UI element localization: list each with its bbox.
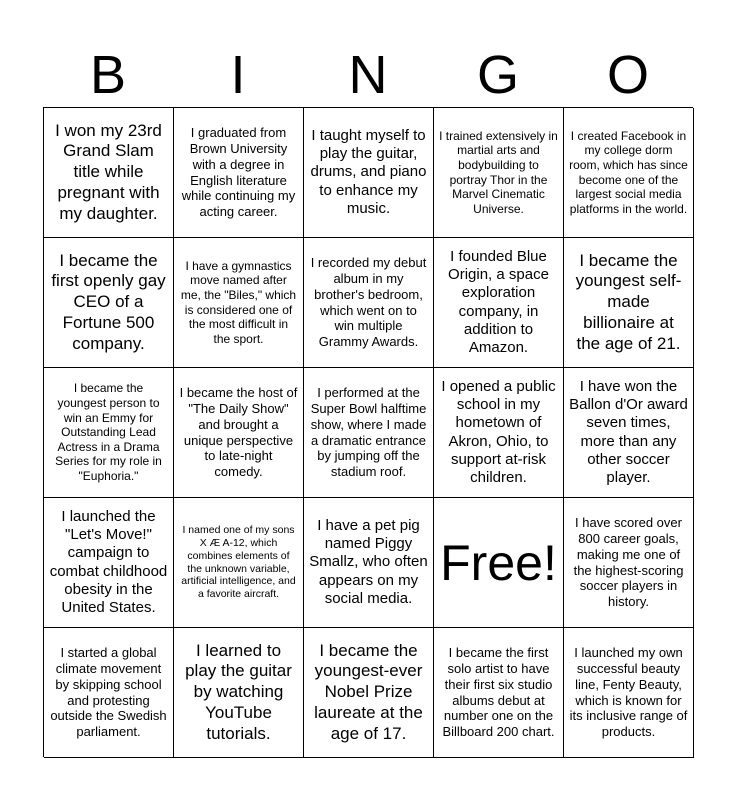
bingo-cell[interactable]: I founded Blue Origin, a space exploration company, in addition to Amazon. bbox=[434, 238, 564, 368]
bingo-cell[interactable]: I have a pet pig named Piggy Smallz, who often appears on my social media. bbox=[304, 498, 434, 628]
bingo-cell[interactable]: I became the youngest person to win an Emmy for Outstanding Lead Actress in a Drama Series for my role in "Euphoria." bbox=[44, 368, 174, 498]
bingo-header bbox=[43, 44, 693, 106]
header-letter-g: G bbox=[476, 45, 519, 105]
bingo-cell[interactable]: I became the first solo artist to have their first six studio albums debut at number one on the Billboard 200 chart. bbox=[434, 628, 564, 758]
bingo-cell[interactable]: I have a gymnastics move named after me, the "Biles," which is considered one of the most difficult in the sport. bbox=[174, 238, 304, 368]
header-letter-b: B bbox=[89, 45, 127, 105]
header-letter-o: O bbox=[606, 45, 649, 105]
bingo-cell[interactable]: I have won the Ballon d'Or award seven times, more than any other soccer player. bbox=[564, 368, 694, 498]
bingo-cell[interactable]: I named one of my sons X Æ A-12, which combines elements of the unknown variable, artificial intelligence, and a favorite aircraft. bbox=[174, 498, 304, 628]
bingo-cell[interactable]: I graduated from Brown University with a degree in English literature while continuing my acting career. bbox=[174, 108, 304, 238]
bingo-cell[interactable]: I became the youngest-ever Nobel Prize laureate at the age of 17. bbox=[304, 628, 434, 758]
bingo-cell[interactable]: I recorded my debut album in my brother's bedroom, which went on to win multiple Grammy Awards. bbox=[304, 238, 434, 368]
bingo-grid bbox=[43, 107, 693, 757]
bingo-cell[interactable]: I performed at the Super Bowl halftime show, where I made a dramatic entrance by jumping off the stadium roof. bbox=[304, 368, 434, 498]
bingo-cell[interactable]: I became the youngest self-made billionaire at the age of 21. bbox=[564, 238, 694, 368]
bingo-cell[interactable]: I won my 23rd Grand Slam title while pregnant with my daughter. bbox=[44, 108, 174, 238]
bingo-cell[interactable]: I launched the "Let's Move!" campaign to combat childhood obesity in the United States. bbox=[44, 498, 174, 628]
bingo-cell[interactable]: I became the host of "The Daily Show" and brought a unique perspective to late-night comedy. bbox=[174, 368, 304, 498]
bingo-cell[interactable]: I became the first openly gay CEO of a Fortune 500 company. bbox=[44, 238, 174, 368]
free-space-cell[interactable]: Free! bbox=[434, 498, 564, 628]
header-letter-n: N bbox=[348, 45, 388, 105]
bingo-cell[interactable]: I opened a public school in my hometown of Akron, Ohio, to support at-risk children. bbox=[434, 368, 564, 498]
bingo-cell[interactable]: I launched my own successful beauty line, Fenty Beauty, which is known for its inclusive range of products. bbox=[564, 628, 694, 758]
bingo-cell[interactable]: I taught myself to play the guitar, drums, and piano to enhance my music. bbox=[304, 108, 434, 238]
bingo-cell[interactable]: I trained extensively in martial arts and bodybuilding to portray Thor in the Marvel Cinematic Universe. bbox=[434, 108, 564, 238]
bingo-cell[interactable]: I started a global climate movement by skipping school and protesting outside the Swedish parliament. bbox=[44, 628, 174, 758]
bingo-cell[interactable]: I created Facebook in my college dorm room, which has since become one of the largest social media platforms in the world. bbox=[564, 108, 694, 238]
header-letter-i: I bbox=[230, 45, 246, 105]
bingo-cell[interactable]: I learned to play the guitar by watching YouTube tutorials. bbox=[174, 628, 304, 758]
bingo-cell[interactable]: I have scored over 800 career goals, making me one of the highest-scoring soccer players in history. bbox=[564, 498, 694, 628]
